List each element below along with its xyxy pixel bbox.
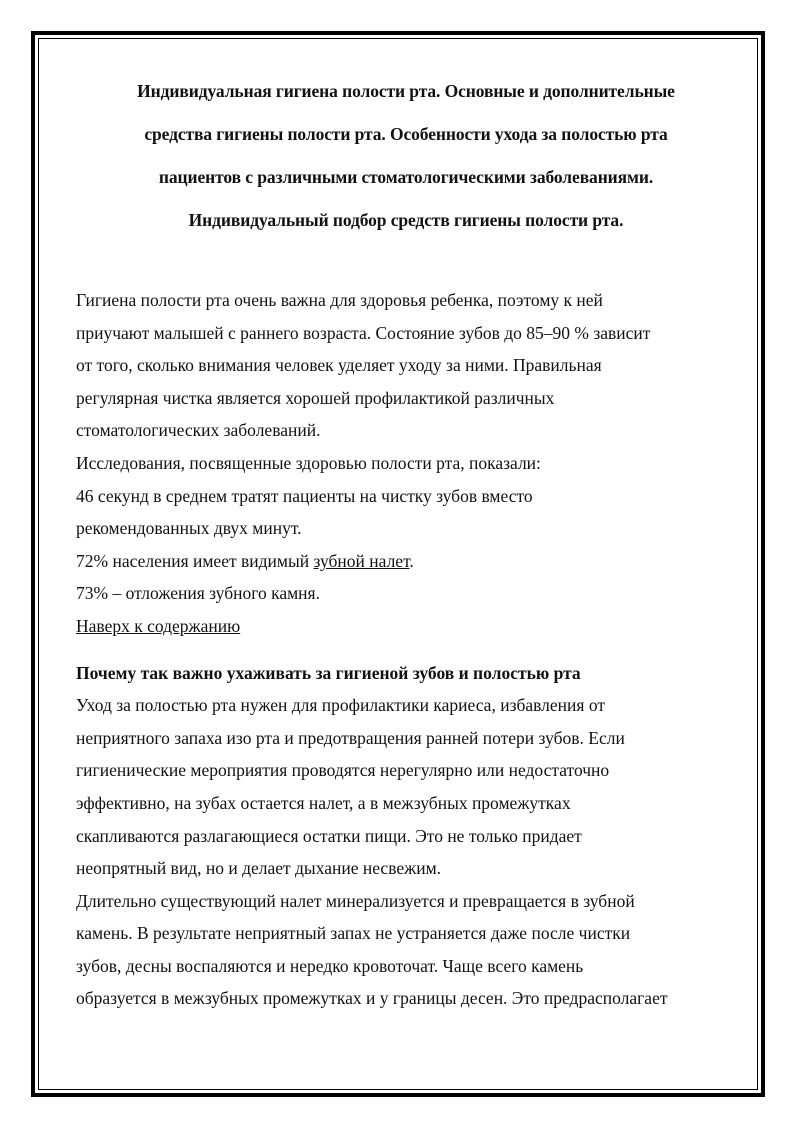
section-heading: Почему так важно ухаживать за гигиеной зубов и полостью рта xyxy=(76,662,581,683)
document-body xyxy=(76,70,736,1015)
stat-plaque-prefix: 72% населения имеет видимый xyxy=(76,550,314,571)
stat-plaque-suffix: . xyxy=(409,550,414,571)
text-line: рекомендованных двух минут. xyxy=(76,518,302,539)
stat-calculus-line: 73% – отложения зубного камня. xyxy=(76,583,320,604)
text-line: зубов, десны воспаляются и нередко кровоточат. Чаще всего камень xyxy=(76,955,584,976)
text-line: Гигиена полости рта очень важна для здоровья ребенка, поэтому к ней xyxy=(76,290,603,310)
text-line: 46 секунд в среднем тратят пациенты на чистку зубов вместо xyxy=(76,485,533,506)
text-line: неприятного запаха изо рта и предотвращения ранней потери зубов. Если xyxy=(76,727,625,748)
text-line: скапливаются разлагающиеся остатки пищи. Это не только придает xyxy=(76,825,582,846)
back-to-contents-link[interactable]: Наверх к содержанию xyxy=(76,615,241,636)
text-line: Исследования, посвященные здоровью полости рта, показали: xyxy=(76,452,541,473)
intro-paragraph xyxy=(76,284,736,643)
stat-plaque-line xyxy=(76,545,736,578)
text-line: стоматологических заболеваний. xyxy=(76,420,321,441)
text-line: гигиенические мероприятия проводятся нерегулярно или недостаточно xyxy=(76,760,610,781)
text-line: приучают малышей с раннего возраста. Состояние зубов до 85–90 % зависит xyxy=(76,322,651,343)
title-line: Индивидуальный подбор средств гигиены полости рта. xyxy=(188,210,624,230)
text-line: Уход за полостью рта нужен для профилактики кариеса, избавления от xyxy=(76,695,606,716)
section-paragraph xyxy=(76,689,736,1015)
title-line: пациентов с различными стоматологическими заболеваниями. xyxy=(158,167,654,187)
spacer xyxy=(76,242,736,284)
text-line: неопрятный вид, но и делает дыхание несвежим. xyxy=(76,858,442,879)
document-title xyxy=(76,70,736,242)
text-line: от того, сколько внимания человек уделяет уходу за ними. Правильная xyxy=(76,355,602,376)
text-line: камень. В результате неприятный запах не устраняется даже после чистки xyxy=(76,923,631,944)
spacer xyxy=(76,643,736,657)
plaque-link[interactable]: зубной налет xyxy=(313,550,410,571)
text-line: Длительно существующий налет минерализуется и превращается в зубной xyxy=(76,890,635,911)
title-line: средства гигиены полости рта. Особенности ухода за полостью рта xyxy=(144,124,668,144)
back-to-contents-line xyxy=(76,610,736,643)
text-line: эффективно, на зубах остается налет, а в межзубных промежутках xyxy=(76,792,571,813)
title-line: Индивидуальная гигиена полости рта. Основные и дополнительные xyxy=(137,81,675,101)
text-line: образуется в межзубных промежутках и у границы десен. Это предрасполагает xyxy=(76,988,668,1009)
text-line: регулярная чистка является хорошей профилактикой различных xyxy=(76,387,555,408)
